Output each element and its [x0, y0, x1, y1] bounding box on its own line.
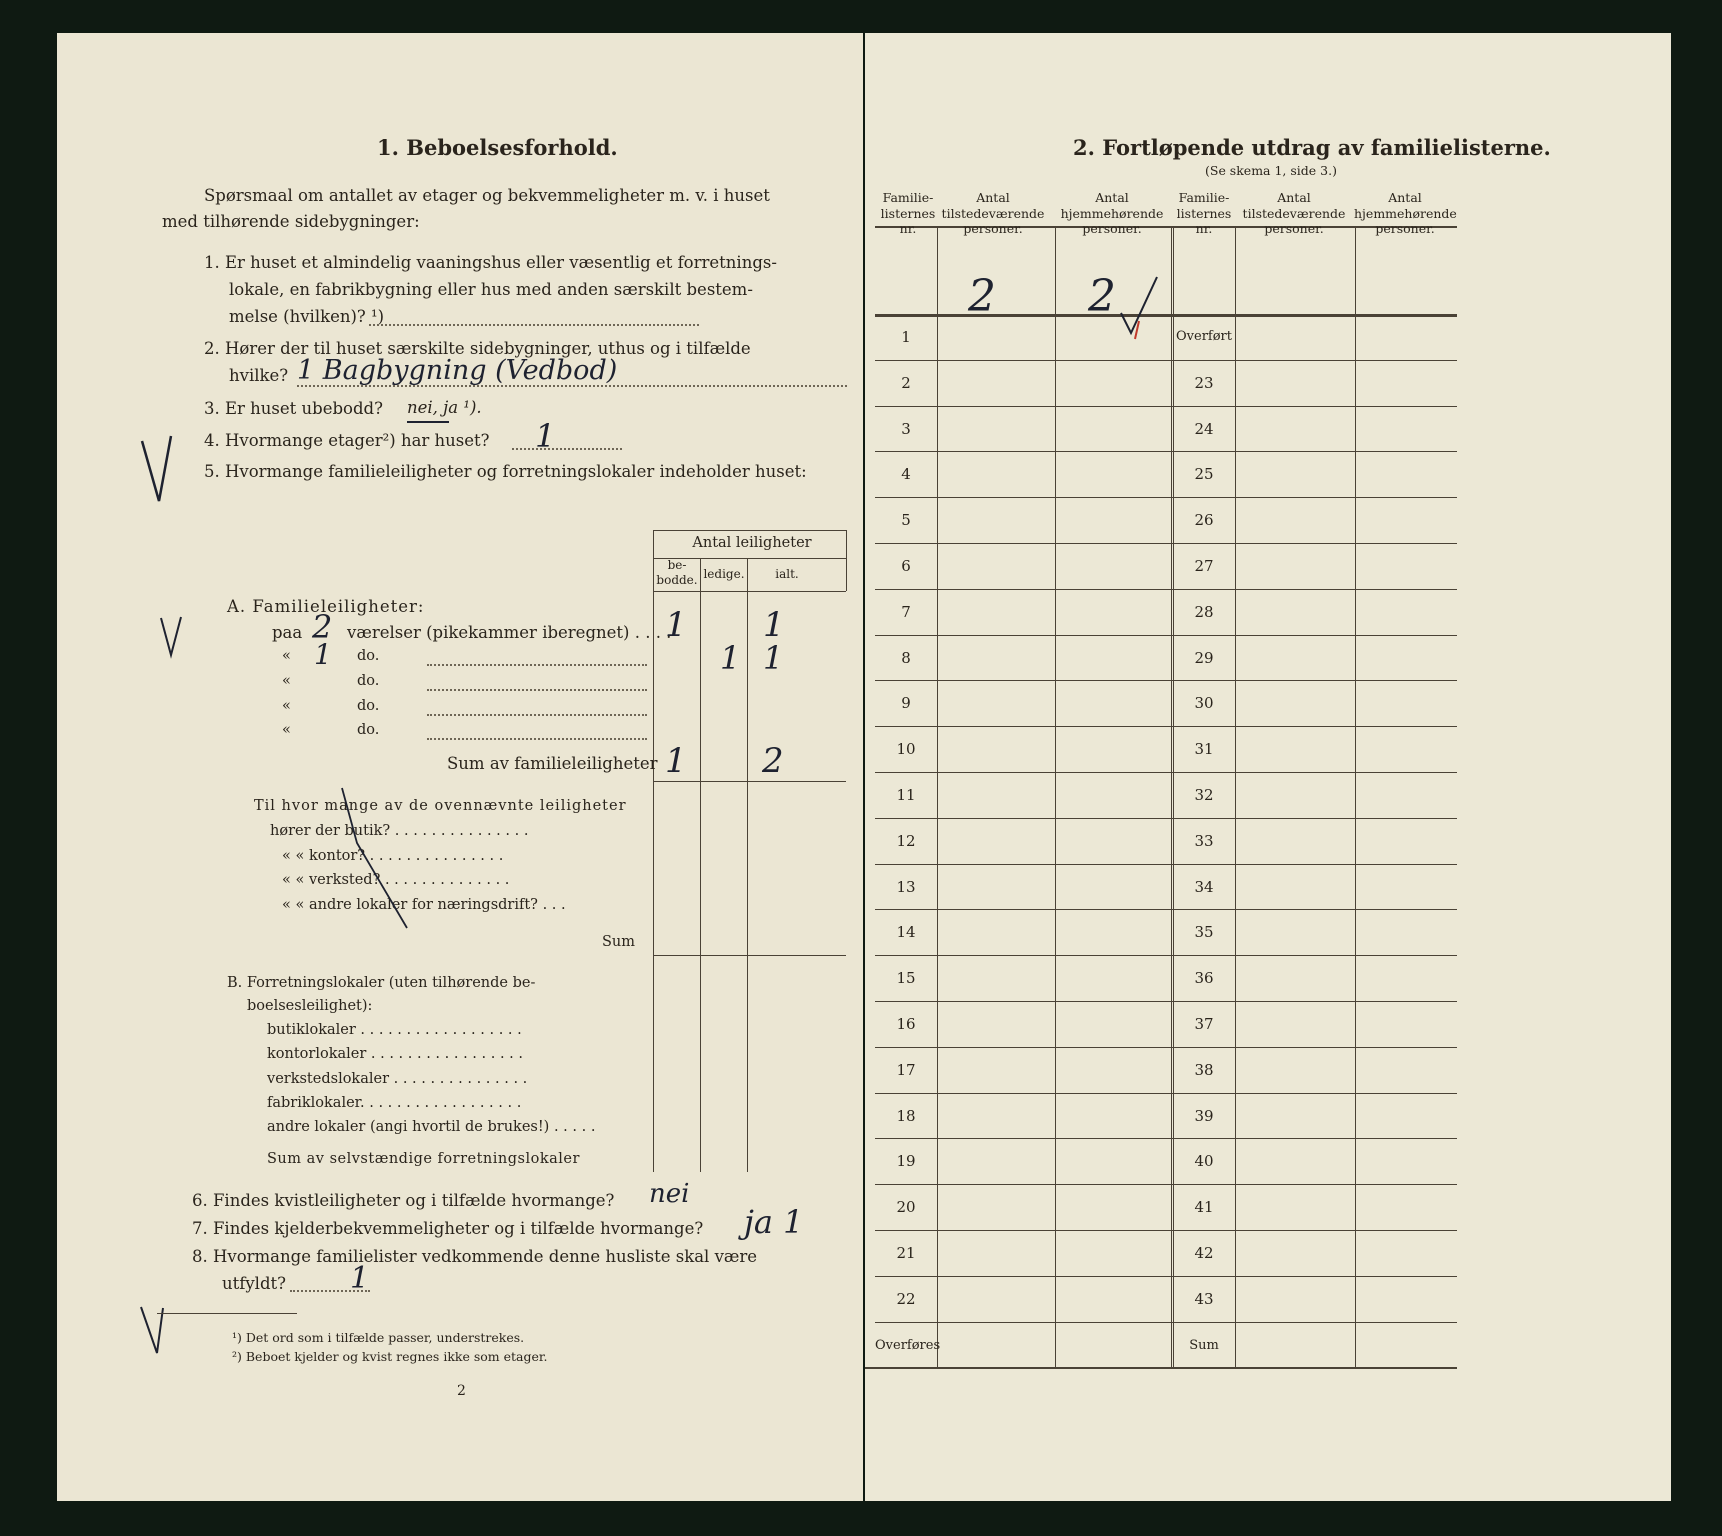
table-row-rule: [875, 451, 1457, 452]
row-number-left: 2: [901, 373, 911, 392]
intro-line-1: Spørsmaal om antallet av etager og bekvemmeligheter m. v. i huset: [204, 186, 770, 205]
table-col-line: [1355, 226, 1356, 1367]
footnote-rule: [157, 1313, 297, 1314]
ditto-mark: «: [282, 698, 291, 714]
table-row-rule: [875, 1184, 1457, 1185]
handwritten-answer-q7: ja 1: [744, 1203, 804, 1241]
question-7: 7. Findes kjelderbekvemmeligheter og i tilfælde hvormange?: [192, 1219, 704, 1238]
header-hjemme-right: Antal hjemmehørende personer.: [1354, 190, 1457, 237]
table-header-antal: Antal leiligheter: [692, 535, 812, 551]
row-number-left: 8: [901, 648, 911, 667]
row-number-right: 26: [1194, 511, 1214, 530]
header-tilstede-left: Antal tilstedeværende personer.: [941, 190, 1045, 237]
row-number-left: 15: [896, 969, 916, 988]
page-number: 2: [457, 1383, 466, 1399]
header-familie-nr-left: Familie- listernes nr.: [880, 190, 936, 237]
table-row-rule: [875, 406, 1457, 407]
row-number-right: 38: [1194, 1060, 1214, 1079]
sum-rule: [653, 955, 846, 956]
header-tilstede-right: Antal tilstedeværende personer.: [1242, 190, 1346, 237]
table-row-rule: [875, 680, 1457, 681]
ditto-do-label: do.: [357, 673, 380, 689]
row-number-right: 32: [1194, 786, 1214, 804]
sum-label: Sum: [602, 934, 636, 950]
table-col-line: [700, 558, 701, 1172]
row-number-right: 25: [1194, 465, 1214, 484]
row-number-right: 39: [1194, 1106, 1214, 1125]
table-col-line: [1235, 226, 1236, 1367]
handwritten-row2-ialt: 1: [763, 639, 784, 677]
table-col-line: [937, 226, 938, 1367]
row-number-right: 41: [1194, 1198, 1214, 1217]
footnote-2: ²) Beboet kjelder og kvist regnes ikke som etager.: [232, 1349, 548, 1364]
header-hjemme-left: Antal hjemmehørende personer.: [1060, 190, 1164, 237]
b-item-butiklokaler: butiklokaler . . . . . . . . . . . . . . . . . .: [267, 1022, 522, 1038]
handwritten-underline-nei: [407, 421, 449, 423]
handwritten-row1-hjemme: 2: [1088, 271, 1116, 322]
table-bottom-rule: [865, 1367, 1457, 1369]
table-row-rule: [875, 635, 1457, 636]
table-row-rule: [875, 497, 1457, 498]
b-item-verkstedslokaler: verkstedslokaler . . . . . . . . . . . . . . .: [267, 1071, 528, 1087]
business-question-verksted: « « verksted? . . . . . . . . . . . . . .: [282, 872, 510, 888]
handwritten-answer-q6: nei: [649, 1179, 690, 1209]
row-number-left: 4: [901, 465, 911, 484]
question-3: 3. Er huset ubebodd?: [204, 399, 383, 418]
handwritten-answer-q8: 1: [350, 1261, 370, 1296]
question-8-line-2: utfyldt?: [222, 1274, 287, 1293]
table-row-rule: [875, 772, 1457, 773]
b-item-andre-lokaler: andre lokaler (angi hvortil de brukes!) . . . . .: [267, 1119, 596, 1135]
question-1-line-2: lokale, en fabrikbygning eller hus med anden særskilt bestem-: [229, 280, 753, 299]
ditto-mark: «: [282, 673, 291, 689]
ditto-mark: «: [282, 722, 291, 738]
table-header-rule: [653, 591, 846, 592]
row-number-left: 18: [896, 1106, 916, 1125]
question-4: 4. Hvormange etager²) har huset?: [204, 431, 490, 450]
row-number-left: 9: [901, 694, 911, 713]
business-question-andre: « « andre lokaler for næringsdrift? . . .: [282, 897, 566, 913]
table-row-rule: [875, 909, 1457, 910]
section-subtitle: (Se skema 1, side 3.): [1205, 163, 1337, 178]
row-number-left: 20: [896, 1198, 916, 1217]
row-number-left: 13: [896, 877, 916, 896]
row-number-right: 35: [1194, 923, 1214, 942]
row-number-right: 31: [1194, 740, 1214, 759]
check-mark-icon: [137, 431, 177, 511]
handwritten-answer-q2: 1 Bagbygning (Vedbod): [297, 355, 618, 386]
business-question-line-1: Til hvor mange av de ovennævnte leiligheter: [254, 798, 627, 814]
table-row-rule: [875, 1276, 1457, 1277]
table-row-rule: [875, 818, 1457, 819]
row-number-left: 17: [896, 1060, 916, 1079]
handwritten-row1-bebodde: 1: [665, 605, 687, 645]
answer-line-q4: [512, 448, 622, 450]
col-header-ledige: ledige.: [703, 567, 745, 581]
section-title-familielisterne: 2. Fortløpende utdrag av familielisterne.: [1073, 135, 1551, 160]
intro-line-2: med tilhørende sidebygninger:: [162, 212, 420, 231]
row-number-right: Overført: [1176, 329, 1232, 344]
question-2-line-2: hvilke?: [229, 366, 289, 385]
table-row-rule: [875, 864, 1457, 865]
sum-selvstaendige-label: Sum av selvstændige forretningslokaler: [267, 1151, 580, 1167]
table-row-rule: [875, 589, 1457, 590]
question-1-line-3: melse (hvilken)? ¹): [229, 307, 385, 326]
table-row-rule: [875, 1322, 1457, 1323]
handwritten-row1-ialt: 1: [763, 605, 785, 645]
row-number-left: 12: [896, 831, 916, 850]
row-number-left: 14: [896, 923, 916, 942]
row-number-left: 3: [901, 419, 911, 438]
handwritten-rooms-row1: 2: [312, 608, 333, 646]
footnote-1: ¹) Det ord som i tilfælde passer, understrekes.: [232, 1330, 525, 1345]
row-number-right: 40: [1194, 1152, 1214, 1171]
table-row-rule: [875, 726, 1457, 727]
left-page: [57, 33, 863, 1501]
row-number-left: 10: [896, 740, 916, 759]
row-number-left: 5: [901, 511, 911, 530]
table-col-line: [1171, 226, 1172, 1367]
table-col-line: [1055, 226, 1056, 1367]
section-title-beboelsesforhold: 1. Beboelsesforhold.: [377, 135, 618, 160]
question-1-line-1: 1. Er huset et almindelig vaaningshus eller væsentlig et forretnings-: [204, 253, 777, 272]
table-row-rule: [875, 1001, 1457, 1002]
row-number-left: 22: [896, 1289, 916, 1308]
table-top-rule: [653, 530, 846, 531]
ditto-do-label: do.: [357, 722, 380, 738]
row-number-right: 30: [1194, 694, 1214, 713]
row-number-right: 43: [1194, 1289, 1214, 1308]
row-number-left: 1: [901, 328, 911, 346]
business-question-kontor: « « kontor? . . . . . . . . . . . . . . .: [282, 848, 504, 864]
row-paa-label: paa: [272, 623, 303, 642]
section-b-heading-1: B. Forretningslokaler (uten tilhørende be-: [227, 975, 536, 991]
section-b-heading-2: boelsesleilighet):: [247, 998, 373, 1014]
ditto-mark: «: [282, 648, 291, 664]
answer-line-q2: [297, 385, 847, 387]
table-row-rule: [875, 1230, 1457, 1231]
check-mark-icon: [135, 1303, 175, 1363]
sum-rule: [653, 781, 846, 782]
table-row-rule: [875, 1093, 1457, 1094]
question-6: 6. Findes kvistleiligheter og i tilfælde hvormange?: [192, 1191, 615, 1210]
col-header-bebodde: be- bodde.: [656, 558, 698, 587]
ditto-do-label: do.: [357, 698, 380, 714]
row-number-right: 28: [1194, 602, 1214, 621]
row-number-left: 11: [896, 786, 916, 804]
row-number-right: 42: [1194, 1244, 1214, 1262]
handwritten-row2-ledige: 1: [720, 639, 741, 677]
check-mark-icon: [1117, 273, 1167, 343]
sum-familieleiligheter-label: Sum av familieleiligheter: [447, 754, 658, 773]
row-number-right: 34: [1194, 877, 1214, 896]
question-8-line-1: 8. Hvormange familielister vedkommende denne husliste skal være: [192, 1247, 758, 1266]
row-number-left: 16: [896, 1015, 916, 1033]
table-col-line: [846, 530, 847, 591]
question-3-options: nei, ja ¹).: [407, 398, 482, 417]
table-row-rule: [875, 543, 1457, 544]
row-number-right: 37: [1194, 1015, 1214, 1033]
col-header-ialt: ialt.: [775, 567, 799, 581]
row-number-left: 6: [901, 557, 911, 575]
table-row-rule: [875, 1138, 1457, 1139]
table-col-line: [747, 558, 748, 1172]
answer-line-q1: [369, 324, 699, 326]
question-5: 5. Hvormange familieleiligheter og forretningslokaler indeholder huset:: [204, 462, 807, 481]
dot-leader: [427, 664, 647, 666]
row-number-left: 7: [901, 602, 911, 621]
row1-label: værelser (pikekammer iberegnet) . . . .: [347, 623, 672, 642]
handwritten-sum-bebodde: 1: [665, 741, 687, 781]
answer-line-q8: [290, 1290, 370, 1292]
table-row-rule: [875, 955, 1457, 956]
row-number-right: 24: [1194, 419, 1214, 438]
row-number-left: 19: [896, 1152, 916, 1171]
question-2-line-1: 2. Hører der til huset særskilte sidebygninger, uthus og i tilfælde: [204, 339, 751, 358]
handwritten-answer-q4: 1: [535, 417, 556, 455]
row-number-right: 23: [1194, 373, 1214, 392]
overfores-label: Overføres: [875, 1338, 941, 1353]
dot-leader: [427, 689, 647, 691]
dot-leader: [427, 738, 647, 740]
ditto-do-label: do.: [357, 648, 380, 664]
handwritten-row1-tilstede: 2: [968, 271, 996, 322]
table-row-rule: [875, 1047, 1457, 1048]
right-page: [865, 33, 1671, 1501]
check-mark-icon: [157, 613, 187, 663]
dot-leader: [427, 714, 647, 716]
row-number-right: 33: [1194, 831, 1214, 850]
header-familie-nr-right: Familie- listernes nr.: [1176, 190, 1232, 237]
business-question-butik: hører der butik? . . . . . . . . . . . . . . .: [270, 823, 529, 839]
row-number-right: 29: [1194, 648, 1214, 667]
sum-label-right: Sum: [1189, 1338, 1219, 1353]
row-number-left: 21: [896, 1244, 916, 1262]
b-item-fabriklokaler: fabriklokaler. . . . . . . . . . . . . . . . . .: [267, 1095, 522, 1111]
handwritten-strike-icon: [337, 783, 417, 933]
row-number-right: 36: [1194, 969, 1214, 988]
b-item-kontorlokaler: kontorlokaler . . . . . . . . . . . . . . . . .: [267, 1046, 524, 1062]
handwritten-sum-ialt: 2: [762, 741, 784, 781]
handwritten-rooms-row2: 1: [314, 638, 332, 671]
section-a-heading: A. Familieleiligheter:: [227, 597, 425, 616]
row-number-right: 27: [1194, 557, 1214, 575]
table-row-rule: [875, 360, 1457, 361]
